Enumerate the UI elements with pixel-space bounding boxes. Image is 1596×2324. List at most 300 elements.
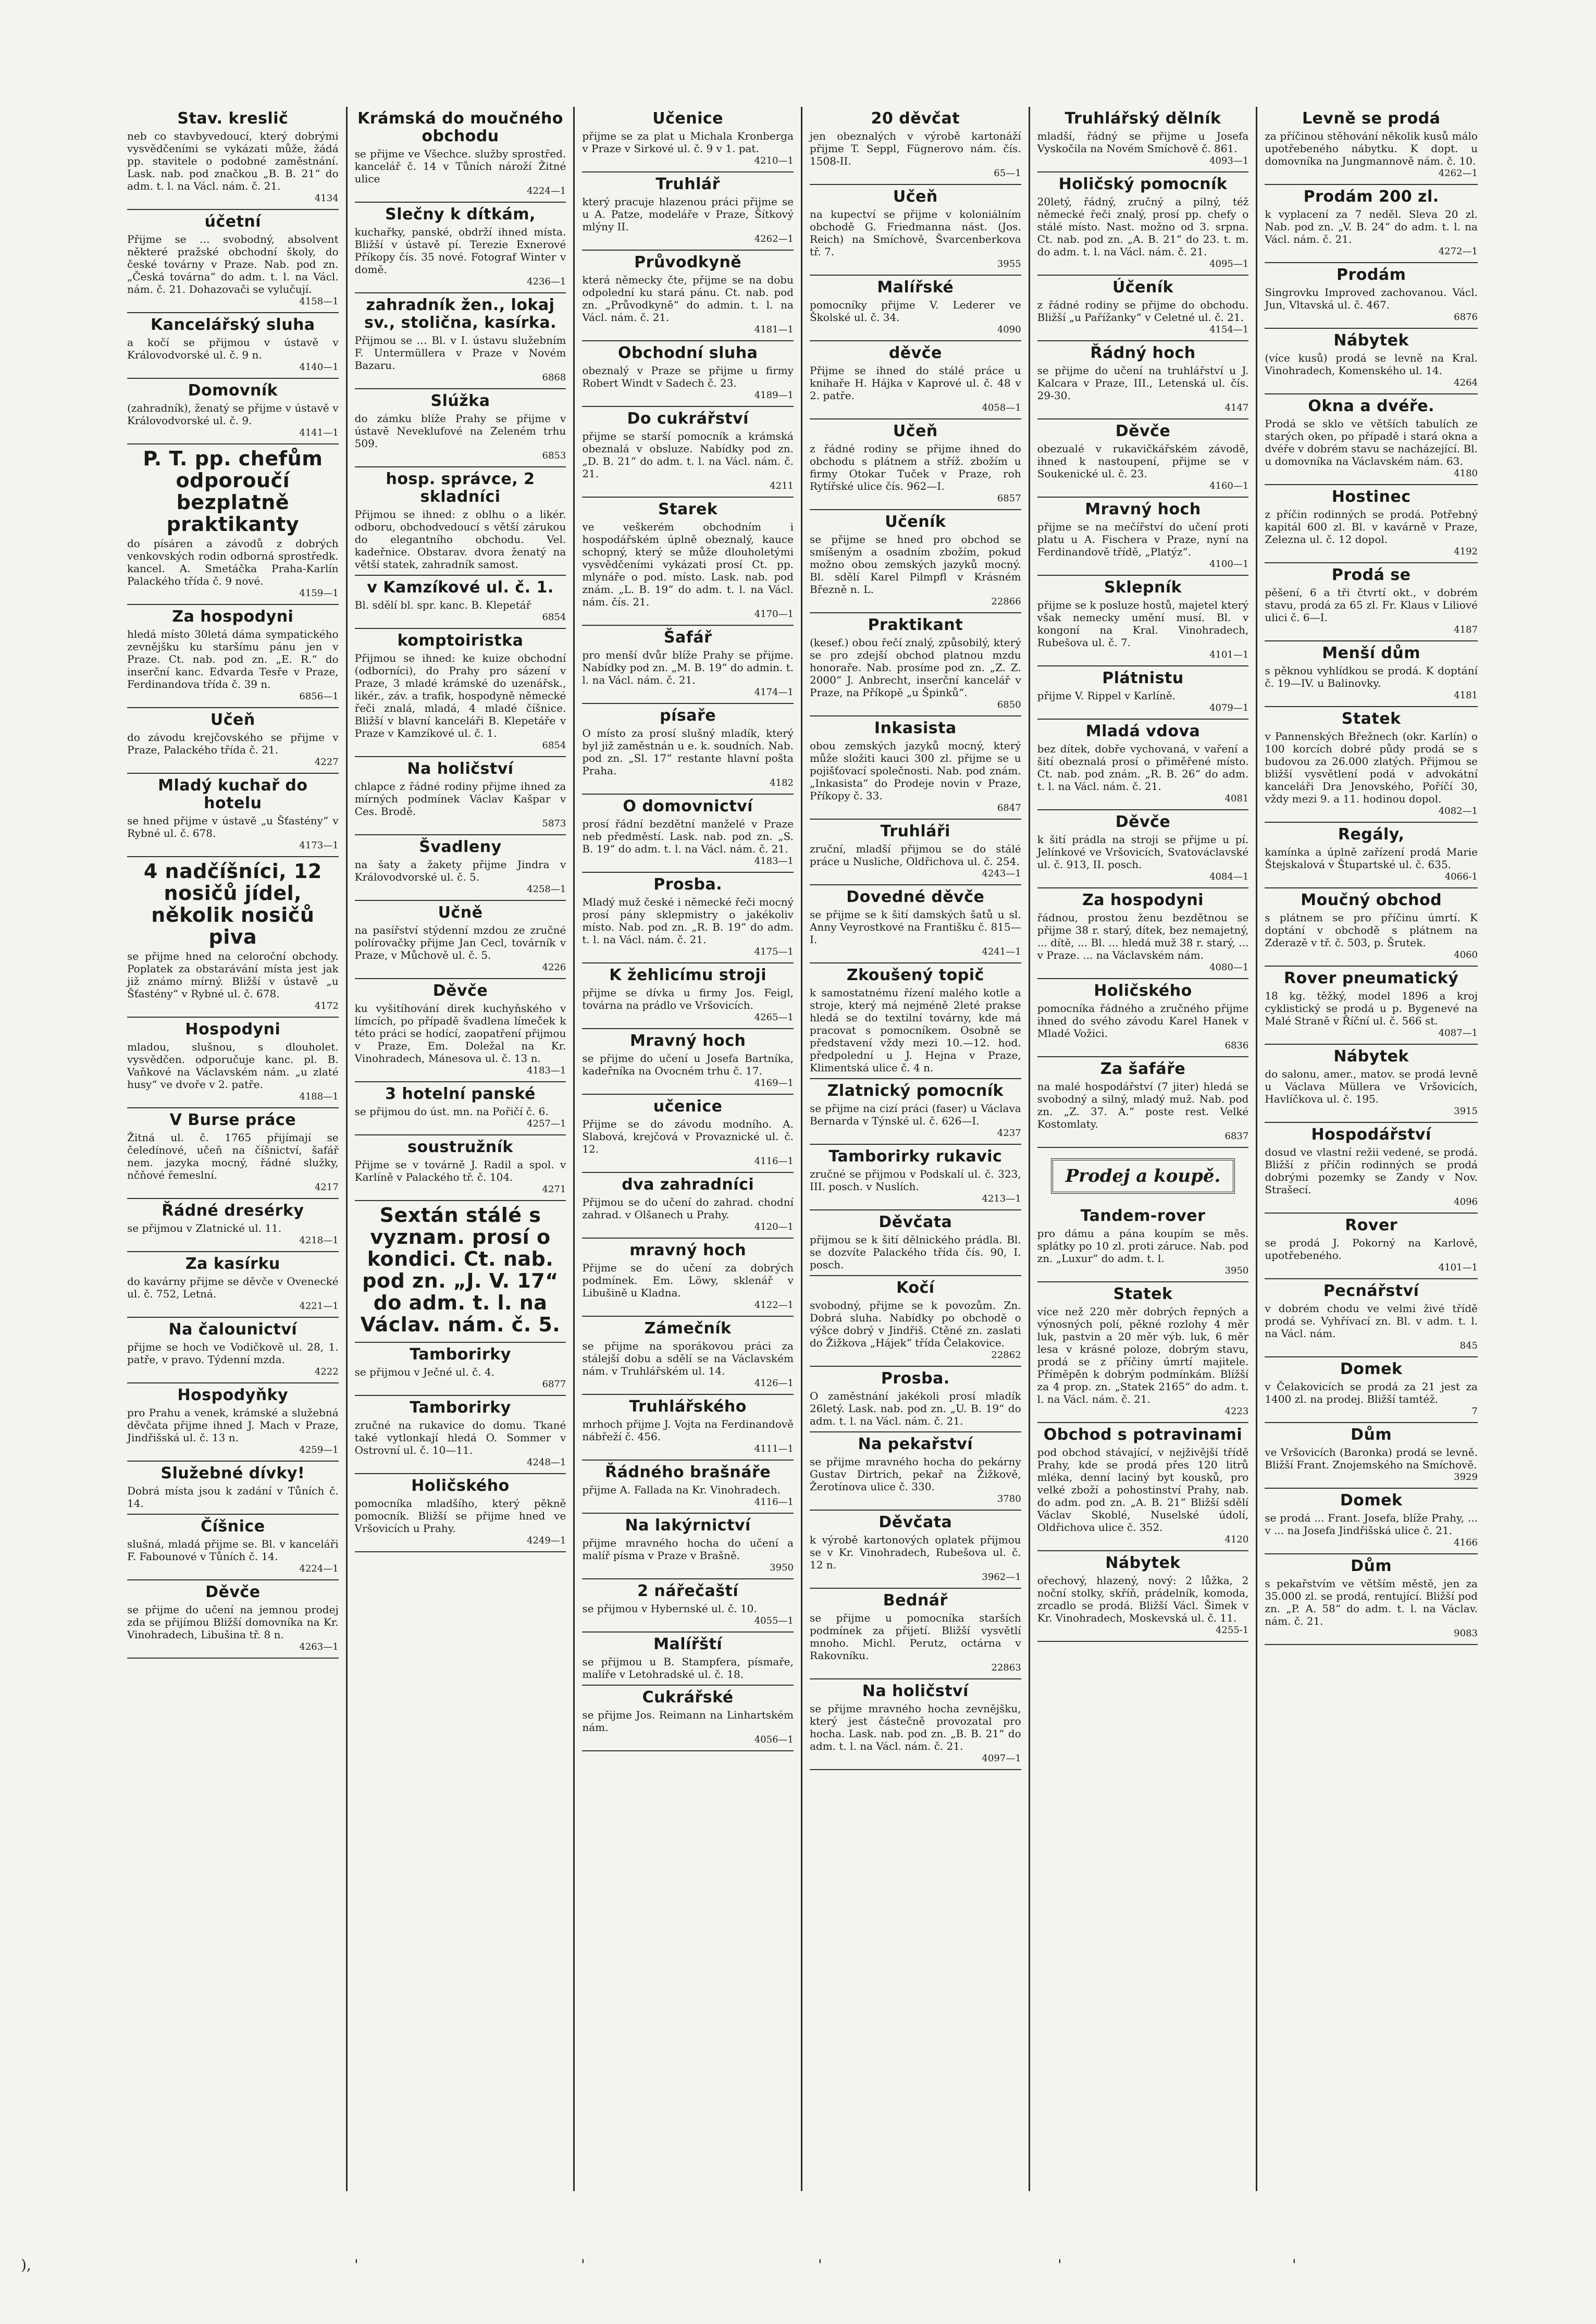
ad-text: přijme se starší pomocník a krámská obeznalá v obsluze. Nabídky pod zn. „D. B. 21“ do adm. t. l. na Václ. nám. č. 21.	[582, 430, 794, 480]
ad-text: se přijme do učení na truhlářství u J. Kalcara v Praze, III., Letenská ul. čís. 29-30.	[1037, 364, 1249, 402]
classified-ad	[127, 708, 339, 774]
ad-heading: Děvčata	[879, 1513, 952, 1531]
ad-number: 4093—1	[1209, 155, 1249, 166]
classified-ad	[1037, 666, 1249, 720]
ad-text: pod obchod stávající, v nejživější třídě Prahy, kde se prodá přes 120 litrů mléka, denní laciný byt kousků, pro velké zboží a pohostinství Prahy, nab. do adm. pod zn. „A. B. 21“ Bližší sdělí Václav Skoblé, Nuselské údolí, Oldřichova ulice č. 352.	[1037, 1446, 1249, 1534]
ad-heading: Prodám	[1336, 266, 1406, 284]
ad-heading: Na lakýrnictví	[625, 1516, 751, 1535]
classified-ad	[810, 1679, 1021, 1770]
classified-ad	[582, 704, 794, 795]
ad-heading: děvče	[888, 344, 942, 362]
ad-number: 4264	[1454, 377, 1478, 388]
ad-heading: Truhlářského	[629, 1398, 747, 1416]
ad-text: na pasířství stýdenní mzdou ze zručné polírovačky přijme Jan Cecl, továrník v Praze, v Můchově ul. č. 5.	[354, 924, 566, 961]
ad-number: 4181	[1454, 690, 1478, 701]
ad-text: na malé hospodářství (7 jiter) hledá se svobodný a silný, mladý muž. Nab. pod zn. „Z. 37. A.“ poste rest. Velké Kostomlaty.	[1037, 1080, 1249, 1130]
ad-number: 4183—1	[754, 856, 794, 867]
ad-text: se přijme do učení u Josefa Bartníka, kadeřníka na Ovocném trhu č. 17.	[582, 1052, 794, 1077]
ad-text: Přijmou se ihned: z oblhu o a likér. odboru, obchodvedoucí s větší zárukou do elegantního obchodu. Vel. kadeřnice. Obstarav. dvora ženatý na větší statek, zahradník samost.	[354, 508, 566, 571]
ad-text: a kočí se přijmou v ústavě v Královodvorské ul. č. 9 n.	[127, 336, 339, 361]
classified-ad	[355, 1082, 566, 1135]
classified-ad	[1265, 1554, 1478, 1645]
ad-number: 4262—1	[1438, 168, 1478, 179]
ad-text: 18 kg. těžký, model 1896 a kroj cyklistický se prodá u p. Bygenevé na Malé Straně v Říční ul. č. 566 st.	[1265, 990, 1478, 1027]
ad-number: 4081	[1224, 793, 1249, 804]
classified-ad	[1265, 107, 1478, 185]
classified-ad	[1265, 1279, 1478, 1357]
ad-heading: Stav. kreslič	[177, 109, 289, 128]
ad-text: (více kusů) prodá se levně na Kral. Vinohradech, Komenského ul. 14.	[1265, 352, 1478, 377]
ad-number: 4082—1	[1438, 806, 1478, 817]
classified-ad	[582, 1395, 794, 1461]
ad-heading: 3 hotelní panské	[385, 1085, 536, 1103]
classified-ad	[355, 389, 566, 467]
ad-number: 4096	[1454, 1196, 1478, 1207]
classified-ad	[582, 407, 794, 498]
ad-heading: 2 nářečaští	[637, 1582, 739, 1600]
ad-number: 9083	[1454, 1628, 1478, 1639]
classified-ad	[582, 963, 794, 1029]
bottom-mark: '	[1292, 2256, 1296, 2273]
ad-heading: Prodá se	[1331, 566, 1411, 584]
ad-text: se přijme u pomocníka starších podmínek za přijetí. Bližší vysvětlí mnoho. Michl. Perutz, octárna v Rakovníku.	[809, 1612, 1021, 1662]
ad-number: 3929	[1454, 1472, 1478, 1482]
ad-heading: Učeň	[210, 711, 255, 729]
classified-ad	[582, 172, 794, 251]
classified-ad	[1037, 172, 1249, 276]
ad-text: obou zemských jazyků mocný, který může složiti kauci 300 zl. přijme se u pojišťovací společnosti. Nab. pod znám. „Inkasista“ do Prodeje novin v Praze, Příkopy č. 33.	[809, 739, 1021, 802]
ad-text: se přijmou v Hybernské ul. č. 10.	[582, 1602, 757, 1615]
ad-number: 4265—1	[754, 1012, 794, 1023]
ad-text: k samostatnému řízení malého kotle a stroje, který má nejméně 2leté prakse hledá se do textilní továrny, kde má pracovat s pomocníkem. Osobně se představení vždy mezi 10.—12. hod. předpolední u J. Hejna v Praze, Klimentská ulice č. 4 n.	[809, 986, 1021, 1074]
ad-text: v Pannenských Břežnech (okr. Karlín) o 100 korcích dobré půdy prodá se s budovou za 26.000 zlatých. Přijmou se bližší vysvětlení podá v advokátní kanceláři Dra Jenovského, Poříčí 30, vždy mezi 9. a 11. hodinou dopol.	[1265, 730, 1478, 805]
ad-text: pomocníka řádného a zručného přijme ihned do svého závodu Karel Hanek v Mladé Vožici.	[1037, 1002, 1249, 1040]
ad-text: neb co stavbyvedoucí, který dobrými vysvědčeními se vykázati může, žádá pp. stavitele o podobné zaměstnání. Lask. nab. pod značkou „B. B. 21“ do adm. t. l. na Václ. nám. č. 21.	[127, 130, 339, 192]
ad-text: přijme se na mečířství do učení proti platu u A. Fischera v Praze, nyní na Ferdinandově třídě, „Platýz“.	[1037, 521, 1249, 558]
classified-ad	[127, 379, 339, 444]
ad-number: 4101—1	[1438, 1262, 1478, 1273]
ad-heading: Domovník	[188, 381, 278, 400]
ad-heading: Řádný hoch	[1090, 344, 1196, 362]
classified-ad	[582, 1317, 794, 1395]
classified-ad	[127, 1018, 339, 1108]
ad-text: se přijmou do úst. mn. na Pořičí č. 6.	[354, 1105, 549, 1118]
ad-text: se přijme se hned pro obchod se smíšeným a osadním zbožím, pokud možno obou zemských jazyků mocný. Bl. sdělí Karel Pilmpfl v Krásném Březně n. L.	[809, 533, 1021, 596]
ad-heading: Dům	[1351, 1557, 1392, 1575]
ad-heading: Plátnistu	[1102, 669, 1184, 687]
classified-ad	[582, 251, 794, 341]
ad-text: se přijmou u B. Stampfera, písmaře, malíře v Letohradské ul. č. 18.	[582, 1655, 794, 1680]
ad-heading: Mladý kuchař do hotelu	[158, 776, 308, 812]
ad-text: zručné se přijmou v Podskalí ul. č. 323, III. posch. v Nuslích.	[809, 1168, 1021, 1193]
ad-number: 3955	[997, 258, 1021, 269]
classified-ad	[355, 1135, 566, 1201]
ad-number: 4056—1	[754, 1734, 794, 1745]
ad-text: s pěknou vyhlídkou se prodá. K doptání č. 19—IV. u Balinovky.	[1265, 664, 1478, 689]
ad-text: se prodá ... Frant. Josefa, blíže Prahy, ... v ... na Josefa Jindřišská ulice č. 21.	[1265, 1512, 1478, 1537]
ad-heading: Domek	[1340, 1491, 1403, 1510]
ad-heading: Krámská do moučného obchodu	[357, 109, 563, 145]
ad-number: 4087—1	[1438, 1028, 1478, 1039]
ad-text: hledá místo 30letá dáma sympatického zevnějšku ku staršímu pánu jen v Praze. Ct. nab. pod zn. „E. R.“ do inserční kanc. Edvarda Tesře v Praze, Ferdinandova třída č. 39 n.	[127, 628, 339, 690]
ad-text: mladší, řádný se přijme u Josefa Vyskočila na Novém Smíchově č. 861.	[1037, 130, 1249, 155]
ad-number: 7	[1471, 1406, 1478, 1417]
ad-number: 4066-1	[1444, 871, 1478, 882]
classified-ad	[1265, 641, 1478, 707]
ad-number: 4187	[1454, 624, 1478, 635]
ad-number: 4079—1	[1209, 702, 1249, 713]
ad-number: 4158—1	[299, 296, 339, 307]
classified-ad	[810, 1210, 1021, 1276]
ad-number: 6847	[997, 802, 1021, 813]
ad-text: Dobrá místa jsou k zadání v Tůních č. 14.	[127, 1485, 339, 1510]
ad-heading: Učenice	[652, 109, 724, 128]
classified-ad	[810, 885, 1021, 963]
classified-ad	[1037, 1204, 1249, 1282]
ad-text: Přijmou se do učení do zahrad. chodní zahrad. v Olšanech u Prahy.	[582, 1196, 794, 1221]
ad-number: 4237	[997, 1128, 1021, 1139]
classified-ad	[1265, 707, 1478, 823]
bottom-mark: ),	[21, 2256, 31, 2273]
ad-heading: Hostinec	[1331, 488, 1411, 506]
ad-text: 20letý, řádný, zručný a pilný, též německé řeči znalý, prosí pp. chefy o stálé místo. Nast. možno od 3. srpna. Ct. nab. pod zn. „A. B. 21“ do 23. t. m. do adm. t. l. na Václ. nám. č. 21.	[1037, 195, 1249, 258]
ad-text: kuchařky, panské, obdrží ihned místa. Bližší v ústavě pí. Terezie Exnerové Příkopy čís. 35 nové. Fotograf Winter v domě.	[354, 226, 566, 276]
classified-ad	[1265, 1489, 1478, 1554]
classified-ad	[810, 107, 1021, 185]
ad-number: 5873	[542, 818, 566, 829]
classified-ad	[355, 1474, 566, 1552]
column-6	[1257, 107, 1485, 2191]
ad-text: pomocníka mladšího, který pěkně pomocník. Bližší se přijme hned ve Vršovicích u Prahy.	[354, 1497, 566, 1535]
classified-ad	[355, 1201, 566, 1343]
classified-ad	[127, 1108, 339, 1199]
ad-number: 4210—1	[754, 155, 794, 166]
classified-ad	[810, 1511, 1021, 1589]
ad-number: 4170—1	[754, 609, 794, 620]
ad-number: 4263—1	[299, 1641, 339, 1652]
classified-ad	[582, 1095, 794, 1173]
ad-heading: Hospodyňky	[177, 1386, 289, 1404]
ad-heading: Truhlář	[655, 175, 720, 193]
ad-number: 6854	[542, 612, 566, 623]
ad-text: Singrovku Improved zachovanou. Václ. Jun, Vltavská ul. č. 467.	[1265, 286, 1478, 311]
ad-text: (kesef.) obou řečí znalý, způsobilý, který se pro zdejší obchod platnou mzdu honoraře. Nab. prosíme pod zn. „Z. Z. 2000“ J. Anbrecht, inserční kancelář v Praze, na Příkopě „u Špinků“.	[809, 636, 1021, 699]
ad-heading: Hospodyni	[185, 1020, 281, 1039]
classified-ad	[810, 185, 1021, 276]
ad-number: 4095—1	[1209, 258, 1249, 269]
ad-number: 4090	[997, 324, 1021, 335]
ad-heading: písaře	[660, 707, 716, 725]
ad-heading: Do cukrářství	[627, 410, 749, 428]
classified-ad	[355, 835, 566, 901]
ad-heading: Učeň	[893, 188, 938, 206]
ad-number: 4243—1	[982, 868, 1021, 879]
ad-text: Bl. sdělí bl. spr. kanc. B. Klepetář	[354, 599, 531, 611]
ad-text: ku vyšitíhování direk kuchyňského v límcích, po případě švadlena límeček k této práci se hodící, zaopatření přijmou v Praze, Em. Doležal na Kr. Vinohradech, Mánesova ul. č. 13 n.	[354, 1002, 566, 1065]
ad-text: s pekařstvím ve větším městě, jen za 35.000 zl. se prodá, rentující. Bližší pod zn. „P. A. 58“ do adm. t. l. na Václav. nám. č. 21.	[1265, 1577, 1478, 1627]
classified-ad	[810, 1589, 1021, 1679]
classified-ad	[1265, 967, 1478, 1045]
ad-heading: učenice	[653, 1097, 723, 1116]
classified-ad	[582, 626, 794, 704]
classified-ad	[127, 1462, 339, 1515]
classified-ad	[355, 467, 566, 576]
ad-heading: Obchodní sluha	[617, 344, 758, 362]
ad-number: 22866	[991, 596, 1021, 607]
classified-ad	[1265, 485, 1478, 563]
ad-text: se prodá J. Pokorný na Karlově, upotřebeného.	[1265, 1237, 1478, 1262]
classified-ad	[127, 1383, 339, 1462]
ad-heading: Učeník	[885, 513, 946, 531]
classified-ad	[355, 576, 566, 629]
ad-heading: Na holičství	[407, 760, 514, 778]
ad-text: z příčin rodinných se prodá. Potřebný kapitál 600 zl. Bl. v kavárně v Praze, Zelezna ul. č. 12 dopol.	[1265, 508, 1478, 546]
ad-text: jen obeznalých v výrobě kartonáží přijme T. Seppl, Fügnerovo nám. čís. 1508-II.	[809, 130, 1021, 167]
ad-text: Přijme se v továrně J. Radil a spol. v Karlíně v Palackého tř. č. 104.	[354, 1158, 566, 1183]
classified-ad	[1265, 1357, 1478, 1423]
ad-heading: Nábytek	[1333, 1047, 1409, 1066]
ad-number: 4189—1	[754, 390, 794, 401]
classified-ad	[355, 293, 566, 389]
classified-ad	[582, 1461, 794, 1514]
ad-heading: Zámečník	[644, 1319, 732, 1338]
ad-number: 4166	[1454, 1537, 1478, 1548]
ad-text: více než 220 měr dobrých řepných a výnosných polí, pěkné rozlohy 4 měr luk, pastvin a 20 měr výb. luk, 6 měr lesa v krásné poloze, dobrým stavu, prodá se z příčiny úmrtí majitele. Příměpěn k dobrým podmínkám. Blížší za 4 prop. zn. „Statek 2165“ do adm. t. l. na Václ. nám. č. 21.	[1037, 1305, 1249, 1405]
ad-heading: Obchod s potravinami	[1043, 1426, 1243, 1444]
classified-ad	[355, 757, 566, 835]
ad-number: 4223	[1224, 1406, 1249, 1417]
ad-text: kamínka a úplně zařízení prodá Marie Štejskalová v Štupartské ul. č. 635.	[1265, 846, 1478, 871]
ad-heading: Děvče	[1115, 813, 1171, 831]
ad-number: 4174—1	[754, 687, 794, 698]
classified-ad	[1037, 498, 1249, 576]
ad-heading: Účeník	[1112, 278, 1174, 296]
ad-number: 4217	[314, 1182, 339, 1193]
classified-ad	[810, 820, 1021, 885]
ad-text: dosud ve vlastní režii vedené, se prodá. Bližší z příčin rodinných se prodá dobrými pozemky se Zandy v Nov. Strašecí.	[1265, 1146, 1478, 1196]
ad-heading: Tamborirky	[410, 1345, 511, 1364]
ad-text: se přijme Jos. Reimann na Linhartském nám.	[582, 1709, 794, 1734]
ad-text: obezualé v rukavičkářském závodě, ihned k nastoupení, přijme se v Soukenické ul. č. 23.	[1037, 442, 1249, 480]
ad-text: slušná, mladá přijme se. Bl. v kanceláři F. Fabounové v Tůních č. 14.	[127, 1538, 339, 1563]
ad-text: Přijme se … svobodný, absolvent některé pražské obchodní školy, do české továrny v Praze. Nab. pod zn. „Česká továrna“ do adm. t. l. na Václ. nám. č. 21. Dohazovači se vylučují.	[127, 233, 339, 295]
ad-number: 4172	[314, 1000, 339, 1011]
classified-ad	[355, 629, 566, 757]
ad-heading: Pecnářství	[1323, 1282, 1419, 1300]
classified-ad	[127, 1580, 339, 1659]
ad-number: 4224—1	[527, 186, 566, 196]
ad-number: 4218—1	[299, 1235, 339, 1246]
ad-heading: Statek	[1341, 710, 1401, 728]
ad-number: 65—1	[994, 168, 1021, 179]
ad-number: 4249—1	[527, 1535, 566, 1546]
ad-text: s plátnem se pro příčinu úmrtí. K doptání v obchodě s plátnem na Zderazě v tř. č. 503, p. Šrutek.	[1265, 911, 1478, 949]
ad-text: bez dítek, dobře vychovaná, v vaření a šití obeznalá prosí o přiměřené místo. Ct. nab. pod znám. „R. B. 26“ do adm. t. l. na Václ. nám. č. 21.	[1037, 743, 1249, 793]
classified-ad	[1037, 1423, 1249, 1551]
classified-ad	[1265, 823, 1478, 888]
ad-heading: Tandem-rover	[1080, 1207, 1206, 1225]
ad-number: 4259—1	[299, 1444, 339, 1455]
ad-heading: Menší dům	[1322, 644, 1421, 662]
ad-number: 4173—1	[299, 840, 339, 851]
ad-number: 4222	[314, 1366, 339, 1377]
ad-heading: Holičského	[411, 1477, 510, 1495]
ad-number: 4111—1	[754, 1443, 794, 1454]
ad-number: 3950	[770, 1562, 794, 1573]
ad-number: 4236—1	[527, 276, 566, 287]
ad-text: přijme se k posluze hostů, majetel který však nemecky umění musí. Bl. v kongoní na Kral. Vinohradech, Rubešova ul. č. 7.	[1037, 599, 1249, 649]
ad-number: 4169—1	[754, 1078, 794, 1089]
ad-number: 4226	[542, 962, 566, 973]
ad-number: 4211	[770, 480, 794, 491]
ad-heading: 4 nadčíšníci, 12 nosičů jídel, několik nosičů piva	[143, 860, 322, 948]
ad-heading: Služebné dívky!	[160, 1464, 305, 1482]
ad-text: Přijmou se ihned: ke kuize obchodní (odborníci), do Prahy pro sázení v Praze, 3 mladé krámské do uzenářsk., likér., záv. a trafik, hospodyně německé řeči znalá, mladá, 4 mladé číšnice. Bližší v blavní kanceláři B. Klepetáře v Praze v Kamzíkové ul. č. 1.	[354, 652, 566, 739]
ad-heading: Sextán stálé s vyznam. prosí o kondici. Ct. nab. pod zn. „J. V. 17“ do adm. t. l. na Václav. nám. č. 5.	[360, 1204, 561, 1336]
ad-text: ve Vršovicích (Baronka) prodá se levně. Bližší Frant. Znojemského na Smíchově.	[1265, 1446, 1478, 1471]
ad-text: ve veškerém obchodním i hospodářském úplně obeznalý, kauce schopný, který se může dlouholetými vysvědčeními vykázati prosí Ct. pp. mlynáře o pod. místo. Lask. nab. pod znám. „L. B. 19“ do adm. t. l. na Václ. nám. čís. 21.	[582, 521, 794, 608]
classified-ad	[582, 873, 794, 963]
ad-text: který pracuje hlazenou práci přijme se u A. Patze, modeláře v Praze, Šítkový mlýny II.	[582, 195, 794, 233]
column-5	[1030, 107, 1258, 2191]
ad-number: 4257—1	[527, 1118, 566, 1129]
ad-heading: Okna a dvéře.	[1308, 397, 1434, 415]
ad-text: přijme A. Fallada na Kr. Vinohradech.	[582, 1484, 781, 1496]
ad-text: přijme se dívka u firmy Jos. Feigl, továrna na prádlo ve Vršovicích.	[582, 986, 794, 1011]
ad-heading: komptoiristka	[397, 632, 524, 650]
classified-ad	[127, 210, 339, 313]
ad-text: do písáren a závodů z dobrých venkovských rodin odborná sprostředk. kancel. A. Smetáčka Praha-Karlín Palackého třída č. 9 nové.	[127, 537, 339, 587]
classified-ad	[127, 313, 339, 379]
ad-text: za příčinou stěhování několik kusů málo upotřebeného nábytku. K dopt. u domovníka na Jungmannově nám. č. 10.	[1265, 130, 1478, 167]
ad-number: 6868	[542, 372, 566, 383]
ad-heading: Holičského	[1094, 982, 1192, 1000]
ad-text: O místo za prosí slušný mladík, který byl již zaměstnán u e. k. soudních. Nab. pod zn. „Sl. 17“ restante hlavní pošta Praha.	[582, 727, 794, 777]
ad-number: 4141—1	[299, 427, 339, 438]
classified-ad	[1265, 394, 1478, 485]
classified-ad	[810, 276, 1021, 341]
classified-ad	[1037, 1551, 1249, 1642]
ad-heading: Mladá vdova	[1085, 722, 1201, 740]
ad-heading: Rover	[1345, 1216, 1398, 1234]
ad-heading: soustružník	[407, 1138, 513, 1156]
ad-number: 6850	[997, 699, 1021, 710]
ad-heading: Děvčata	[879, 1213, 952, 1231]
ad-number: 4258—1	[527, 884, 566, 895]
ad-heading: Na holičství	[862, 1682, 969, 1700]
ad-text: k výrobě kartonových oplatek přijmou se v Kr. Vinohradech, Rubešova ul. č. 12 n.	[809, 1534, 1021, 1571]
ad-heading: Kancelářský sluha	[150, 316, 315, 334]
ad-number: 6877	[542, 1379, 566, 1390]
classified-ad	[810, 1367, 1021, 1432]
ad-text: v dobrém chodu ve velmi živé třídě prodá se. Vyhřívací zn. Bl. v adm. t. l. na Václ. nám.	[1265, 1302, 1478, 1340]
ad-text: mrhoch přijme J. Vojta na Ferdinandově nábřeží č. 456.	[582, 1418, 794, 1443]
ad-heading: Šafář	[663, 628, 712, 647]
ad-text: zručné na rukavice do domu. Tkané také vytlonkají hledá O. Sommer v Ostrovní ul. č. 10—11.	[354, 1419, 566, 1456]
ad-number: 4182	[770, 777, 794, 788]
classified-ad	[810, 419, 1021, 510]
ad-number: 4120—1	[754, 1221, 794, 1232]
classified-ad	[355, 901, 566, 979]
classified-ad	[810, 1276, 1021, 1367]
bottom-mark: '	[818, 2256, 822, 2273]
ad-text: na kupectví se přijme v koloniálním obchodě G. Friedmanna nást. (Jos. Reich) na Smíchově, Švarcenberkova tř. 7.	[809, 208, 1021, 258]
classified-ad	[127, 1252, 339, 1318]
ad-number: 3915	[1454, 1106, 1478, 1117]
ad-text: na šaty a žakety přijme Jindra v Královodvorské ul. č. 5.	[354, 858, 566, 883]
ad-number: 4221—1	[299, 1301, 339, 1312]
classified-ad	[1265, 1123, 1478, 1214]
ad-number: 845	[1459, 1340, 1478, 1351]
ad-text: z řádné rodiny se přijme do obchodu. Bližší „u Pařížanky“ v Celetné ul. č. 21.	[1037, 299, 1249, 324]
ad-text: zruční, mladší přijmou se do stálé práce u Nusliche, Oldřichova ul. č. 254.	[809, 843, 1021, 868]
ad-heading: V Burse práce	[169, 1111, 296, 1129]
ad-heading: Zkoušený topič	[846, 966, 984, 984]
ad-number: 4183—1	[527, 1065, 566, 1076]
ad-text: Přijme se do učení za dobrých podmínek. Em. Löwy, sklenář v Libušině u Kladna.	[582, 1262, 794, 1299]
ad-number: 4055—1	[754, 1615, 794, 1626]
classified-ad	[355, 1396, 566, 1474]
ad-number: 4116—1	[754, 1497, 794, 1507]
ad-text: Přijmou se … Bl. v I. ústavu služebním F. Untermüllera v Praze v Novém Bazaru.	[354, 334, 566, 372]
section-box-title: Prodej a koupě.	[1051, 1158, 1235, 1194]
bottom-mark: '	[1058, 2256, 1062, 2273]
ad-number: 4116—1	[754, 1156, 794, 1167]
ad-number: 4147	[1224, 402, 1249, 413]
ad-text: která německy čte, přijme se na dobu odpolední ku stará pánu. Ct. nab. pod zn. „Průvodkyně“ do admin. t. l. na Václ. nám. č. 21.	[582, 274, 794, 324]
ad-text: přijme se hoch ve Vodičkově ul. 28, 1. patře, v pravo. Týdenní mzda.	[127, 1341, 339, 1366]
classified-ad	[127, 107, 339, 210]
ad-number: 4272—1	[1438, 246, 1478, 257]
classified-ad	[355, 1343, 566, 1396]
classified-ad	[582, 107, 794, 172]
ad-text: do zámku blíže Prahy se přijme v ústavě Neveklufové na Zeleném trhu 509.	[354, 412, 566, 450]
classified-ad	[1265, 1045, 1478, 1123]
ad-number: 4101—1	[1209, 649, 1249, 660]
classified-ad	[355, 107, 566, 203]
ad-text: chlapce z řádné rodiny přijme ihned za mírných podmínek Václav Kašpar v Ces. Brodě.	[354, 780, 566, 818]
classified-ad	[582, 1173, 794, 1239]
classified-ad	[1265, 1423, 1478, 1489]
ad-number: 4181—1	[754, 324, 794, 335]
ad-heading: Domek	[1340, 1360, 1403, 1378]
ad-text: Žitná ul. č. 1765 přijímají se čeledínové, učeň na číšnictví, šafář nem. jazyka mocný, řádné služky, nčňové řemeslní.	[127, 1131, 339, 1181]
ad-heading: Levně se prodá	[1302, 109, 1441, 128]
ad-heading: Statek	[1113, 1285, 1173, 1303]
ad-number: 4241—1	[982, 946, 1021, 957]
classified-ad	[127, 1318, 339, 1383]
classified-ad	[127, 1199, 339, 1252]
ad-heading: Dům	[1351, 1426, 1392, 1444]
ad-heading: Holičský pomocník	[1058, 175, 1228, 193]
ad-number: 4058—1	[982, 402, 1021, 413]
ad-number: 4100—1	[1209, 559, 1249, 570]
ad-number: 4122—1	[754, 1300, 794, 1311]
classified-ad	[810, 510, 1021, 613]
classified-ad	[582, 1579, 794, 1633]
ad-heading: Prodám 200 zl.	[1303, 188, 1439, 206]
column-2	[348, 107, 575, 2191]
ad-heading: Na pekařství	[858, 1435, 973, 1453]
ad-heading: dva zahradníci	[622, 1176, 754, 1194]
classified-ad	[1037, 810, 1249, 888]
ad-text: se přijme mravného hocha zevnějšku, který jest částečně provozatal pro hocha. Lask. nab. pod zn. „B. B. 21“ do adm. t. l. na Václ. nám. č. 21.	[809, 1702, 1021, 1752]
classified-ad	[810, 1079, 1021, 1145]
ad-text: (zahradník), ženatý se přijme v ústavě v Královodvorské ul. č. 9.	[127, 402, 339, 427]
ad-text: Přijme se do závodu modního. A. Slabová, krejčová v Provaznické ul. č. 12.	[582, 1118, 794, 1155]
ad-number: 3780	[997, 1493, 1021, 1504]
ad-heading: Prosba.	[653, 875, 723, 894]
